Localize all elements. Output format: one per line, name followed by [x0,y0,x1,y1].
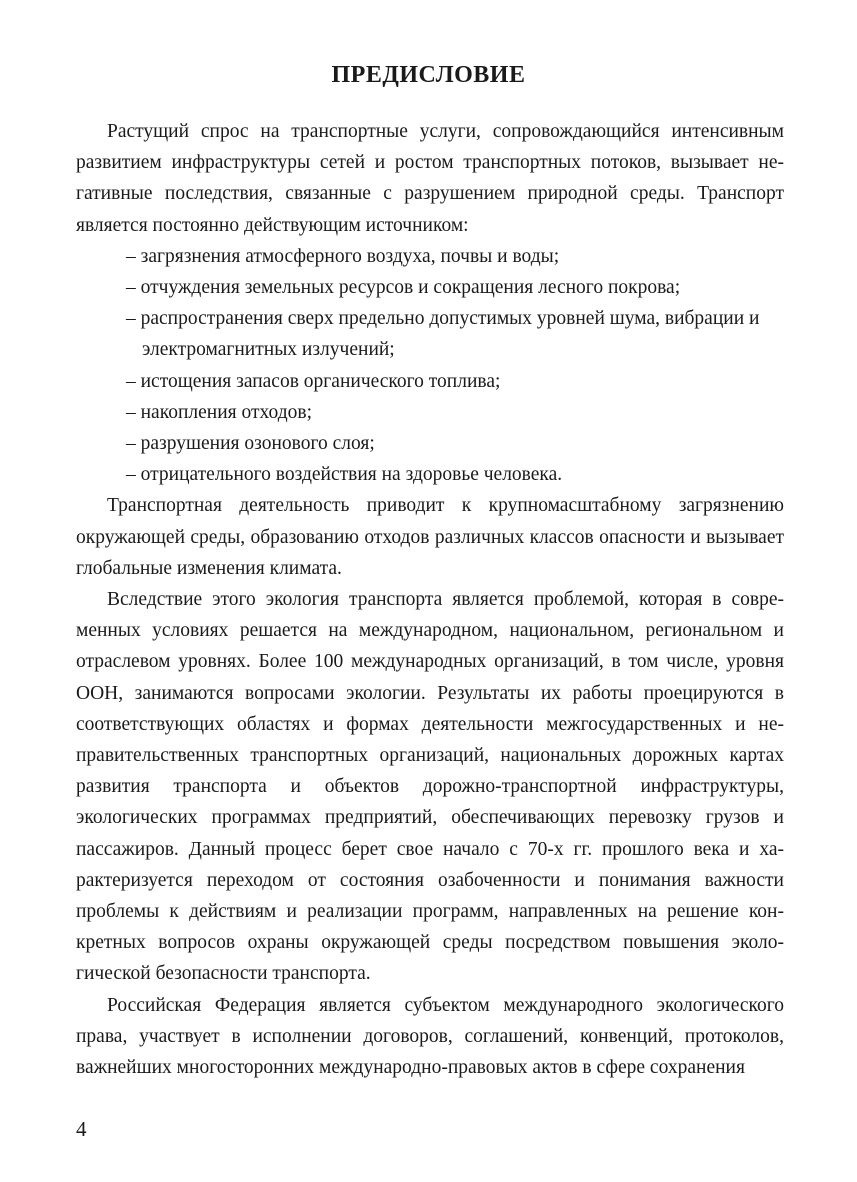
paragraph-russian-federation: Российская Федерация является субъектом международного экологического права, участвует в исполнении договоров, соглашений, конвенций, протоколов, важнейших многосторонних международно-правовых актов в сфере сохранения [76,994,784,1079]
list-item: – истощения запасов органического топлива; [126,370,501,392]
list-item: – накопления отходов; [126,401,312,423]
sources-list [76,241,784,491]
intro-paragraph: Растущий спрос на транспортные услуги, сопровождающийся интенсивным развитием инфраструктуры сетей и ростом транспортных потоков, вызывает негативные последствия, связанные с разрушением природной среды. Транспорт является постоянно действующим источником: [76,121,784,236]
list-item: – загрязнения атмосферного воздуха, почвы и воды; [126,245,560,267]
body-text [76,116,784,1083]
paragraph-transport-activity: Транспортная деятельность приводит к крупномасштабному загрязнению окружающей среды, образованию отходов различных классов опасности и вызывает глобальные изменения климата. [76,495,784,579]
page-number: 4 [76,1117,87,1141]
paragraph-transport-ecology: Вследствие этого экология транспорта является проблемой, которая в современных условиях решается на международном, национальном, региональном и отраслевом уровнях. Более 100 международных организаций, в том числе, уровня ООН, занимаются вопросами экологии. Результаты их работы проецируются в соответствующих областях и формах деятельности межгосударственных и неправительственных транспортных организаций, национальных дорожных картах развития транспорта и объектов дорожно-транспортной инфраструктуры, экологических программах предприятий, обеспечивающих перевозку грузов и пассажиров. Данный процесс берет свое начало с 70-х гг. прошлого века и характеризуется переходом от состояния озабоченности и понимания важности проблемы к действиям и реализации программ, направленных на решение конкретных вопросов охраны окружающей среды посредством повышения экологической безопасности транспорта. [76,589,784,985]
list-item: – разрушения озонового слоя; [126,433,375,455]
list-item: – распространения сверх предельно допустимых уровней шума, вибрации и электромагнитных излучений; [126,308,760,361]
page-title: ПРЕДИСЛОВИЕ [331,62,526,88]
list-item: – отрицательного воздействия на здоровье человека. [126,464,563,486]
list-item: – отчуждения земельных ресурсов и сокращения лесного покрова; [126,277,681,299]
